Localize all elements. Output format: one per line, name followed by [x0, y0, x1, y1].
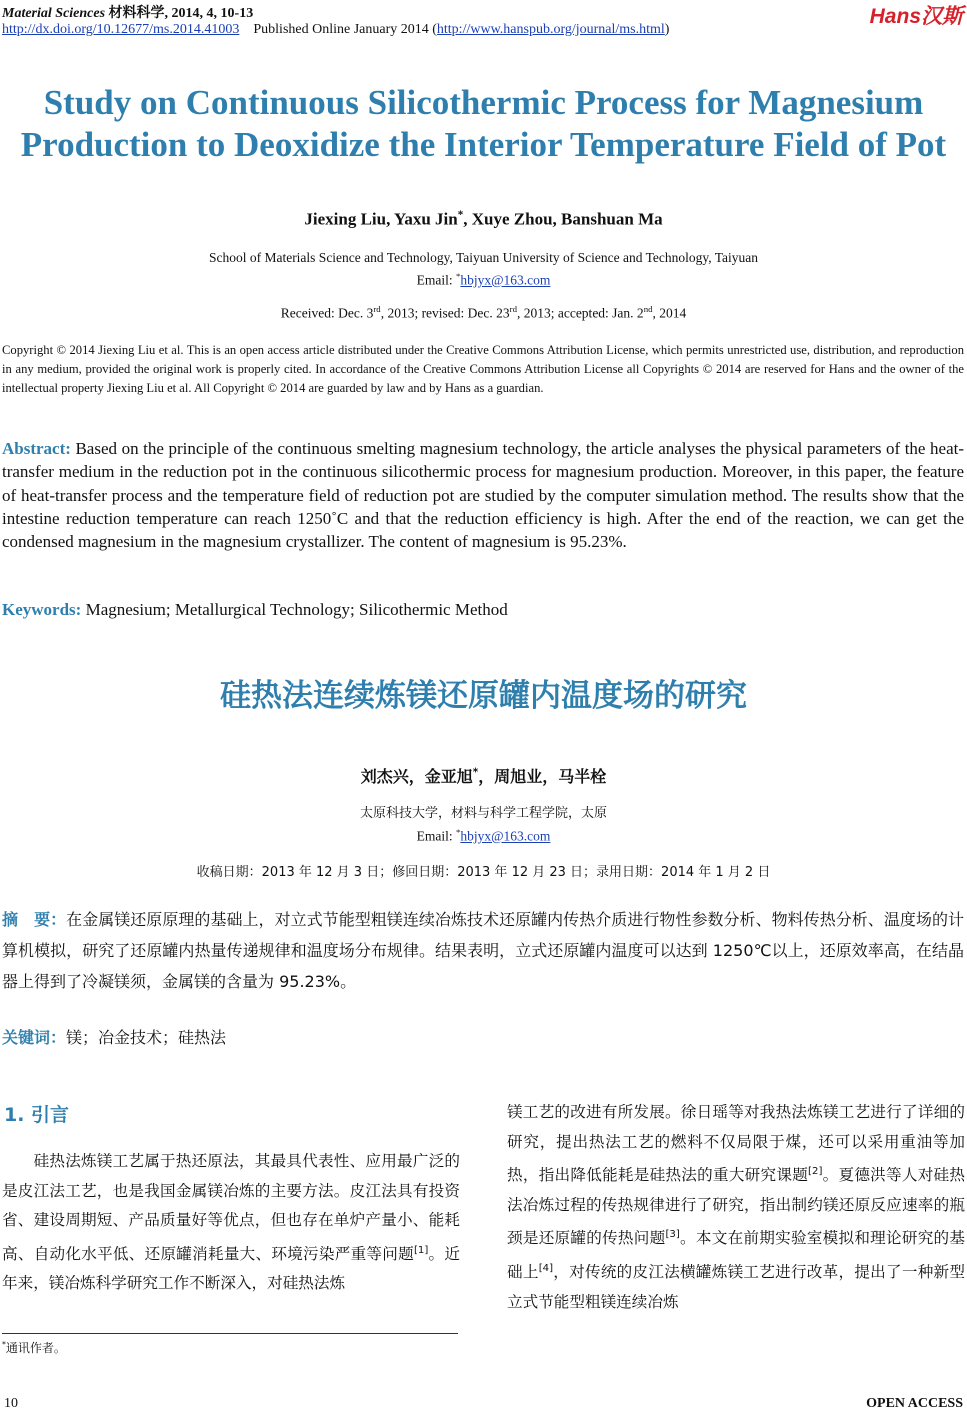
- intro-right-text1: 镁工艺的改进有所发展。徐日瑶等对我热法炼镁工艺进行了详细的研究，提出热法工艺的燃料不仅局限于煤，还可以采用重油等加热，指出降低能耗是硅热法的重大研究课题: [507, 1103, 965, 1185]
- footnote-star: *: [2, 1340, 6, 1349]
- email-line-en: [0, 267, 967, 290]
- ref-2: [2]: [808, 1166, 823, 1177]
- received-dates-cn: 收稿日期：2013 年 12 月 3 日；修回日期：2013 年 12 月 23 日；录用日期：2014 年 1 月 2 日: [196, 865, 771, 880]
- email-label-cn: Email:: [416, 828, 456, 844]
- close-paren: ): [664, 22, 670, 37]
- journal-url-link[interactable]: http://www.hanspub.org/journal/ms.html: [436, 22, 665, 37]
- footnote: [2, 1339, 66, 1356]
- intro-left-column: [2, 1147, 460, 1299]
- keywords-text: Magnesium; Metallurgical Technology; Silicothermic Method: [81, 600, 508, 619]
- received-sup1: rd: [373, 304, 381, 314]
- intro-left-text2: 。近年来，镁冶炼科学研究工作不断深入，对硅热法炼: [2, 1244, 460, 1293]
- received-part3: , 2013; accepted: Jan. 2: [516, 305, 644, 321]
- corresponding-mark: *: [457, 209, 464, 221]
- paper-title-en: Study on Continuous Silicothermic Process for Magnesium Production to Deoxidize the Interior Temperature Field of Pot: [20, 83, 947, 164]
- email-link-cn[interactable]: hbjyx@163.com: [460, 828, 551, 844]
- received-sup3: nd: [643, 304, 653, 314]
- paper-title-cn: 硅热法连续炼镁还原罐内温度场的研究: [220, 678, 747, 714]
- intro-right-text3: 。本文在前期实验室模拟和理论研究的基础上: [507, 1229, 965, 1282]
- keywords-en: [2, 600, 508, 620]
- authors-cn-part1: 刘杰兴，金亚旭: [360, 767, 473, 786]
- ref-1: [1]: [413, 1244, 429, 1256]
- intro-right-text4: ，对传统的皮江法横罐炼镁工艺进行改革，提出了一种新型立式节能型粗镁连续冶炼: [507, 1263, 965, 1311]
- authors-cn: [0, 764, 967, 787]
- affiliation-cn: 太原科技大学，材料与科学工程学院，太原: [359, 806, 607, 821]
- email-star-cn: *: [455, 827, 461, 837]
- abstract-en: [2, 437, 964, 553]
- intro-left-text1: 硅热法炼镁工艺属于热还原法，其最具代表性、应用最广泛的是皮江法工艺，也是我国金属镁冶炼的主要方法。皮江法具有投资省、建设周期短、产品质量好等优点，但也存在单炉产量小、能耗高、自动化水平低、还原罐消耗量大、环境污染严重等问题: [2, 1152, 460, 1263]
- affiliation-en-block: [0, 249, 967, 290]
- intro-right-column: [507, 1098, 965, 1317]
- keywords-cn-text: 镁；冶金技术；硅热法: [66, 1028, 227, 1047]
- authors-en-part2: , Xuye Zhou, Banshuan Ma: [463, 209, 663, 229]
- footnote-text: 通讯作者。: [5, 1341, 66, 1355]
- received-part1: Received: Dec. 3: [280, 305, 374, 321]
- keywords-cn: [2, 1025, 226, 1048]
- header-links: [2, 22, 669, 38]
- keywords-label: Keywords:: [2, 600, 82, 619]
- abstract-label: Abstract:: [2, 439, 71, 458]
- authors-en: [0, 209, 967, 230]
- ref-4: [4]: [538, 1262, 554, 1274]
- journal-name: Material Sciences: [2, 6, 106, 21]
- received-part4: , 2014: [652, 305, 687, 321]
- section-1-title: 1. 引言: [4, 1104, 70, 1126]
- email-link[interactable]: hbjyx@163.com: [460, 272, 551, 288]
- journal-issue: , 2014, 4, 10-13: [164, 6, 254, 21]
- abstract-cn-text: 在金属镁还原原理的基础上，对立式节能型粗镁连续冶炼技术还原罐内传热介质进行物性参数分析、物料传热分析、温度场的计算机模拟，研究了还原罐内热量传递规律和温度场分布规律。结果表明，立式还原罐内温度可以达到 1250℃以上，还原效率高，在结晶器上得到了冷凝镁须，金属镁的含量为 95.23%。: [2, 910, 964, 991]
- received-dates-en: [0, 304, 967, 322]
- doi-link[interactable]: http://dx.doi.org/10.12677/ms.2014.41003: [2, 22, 240, 37]
- journal-header: [2, 2, 253, 22]
- page-number: 10: [4, 1396, 18, 1411]
- authors-cn-part2: ，周旭业，马半栓: [478, 767, 607, 786]
- journal-name-cn: 材料科学: [108, 6, 165, 21]
- abstract-cn: [2, 904, 964, 997]
- intro-right-text2: 。夏德洪等人对硅热法冶炼过程的传热规律进行了研究，指出制约镁还原反应速率的瓶颈是还原罐的传热问题: [507, 1166, 965, 1248]
- keywords-cn-label: 关键词：: [2, 1028, 67, 1047]
- received-part2: , 2013; revised: Dec. 23: [380, 305, 510, 321]
- hans-logo: Hans汉斯: [869, 5, 963, 28]
- affiliation-en: School of Materials Science and Technology, Taiyuan University of Science and Technology, Taiyuan: [208, 250, 759, 265]
- copyright-notice: Copyright © 2014 Jiexing Liu et al. This is an open access article distributed under the Creative Commons Attribution License, which permits unrestricted use, distribution, and reproduction in any medium, provided the original work is properly cited. In accordance of the Creative Commons Attribution License all Copyrights © 2014 are reserved for Hans and the owner of the intellectual property Jiexing Liu et al. All Copyright © 2014 are guarded by law and by Hans as a guardian.: [2, 343, 964, 395]
- affiliation-cn-block: [0, 804, 967, 846]
- corresponding-mark-cn: *: [472, 766, 479, 779]
- authors-en-part1: Jiexing Liu, Yaxu Jin: [304, 209, 458, 229]
- footnote-rule: [2, 1333, 458, 1334]
- abstract-text: Based on the principle of the continuous smelting magnesium technology, the article analyses the physical parameters of the heat-transfer medium in the reduction pot in the continuous silicothermic process for magnesium production. Moreover, in this paper, the feature of heat-transfer process and the temperature field of reduction pot are studied by the computer simulation method. The results show that the intestine reduction temperature can reach 1250˚C and that the reduction efficiency is high. After the end of the reaction, we can get the condensed magnesium in the magnesium crystallizer. The content of magnesium is 95.23%.: [2, 439, 964, 552]
- ref-3: [3]: [665, 1229, 680, 1241]
- email-label: Email:: [416, 272, 456, 288]
- open-access-label: OPEN ACCESS: [866, 1396, 963, 1411]
- email-star: *: [455, 271, 461, 281]
- published-text: Published Online January 2014 (: [253, 22, 437, 37]
- email-line-cn: [0, 823, 967, 846]
- abstract-cn-label: 摘 要：: [2, 910, 67, 929]
- received-sup2: rd: [509, 304, 517, 314]
